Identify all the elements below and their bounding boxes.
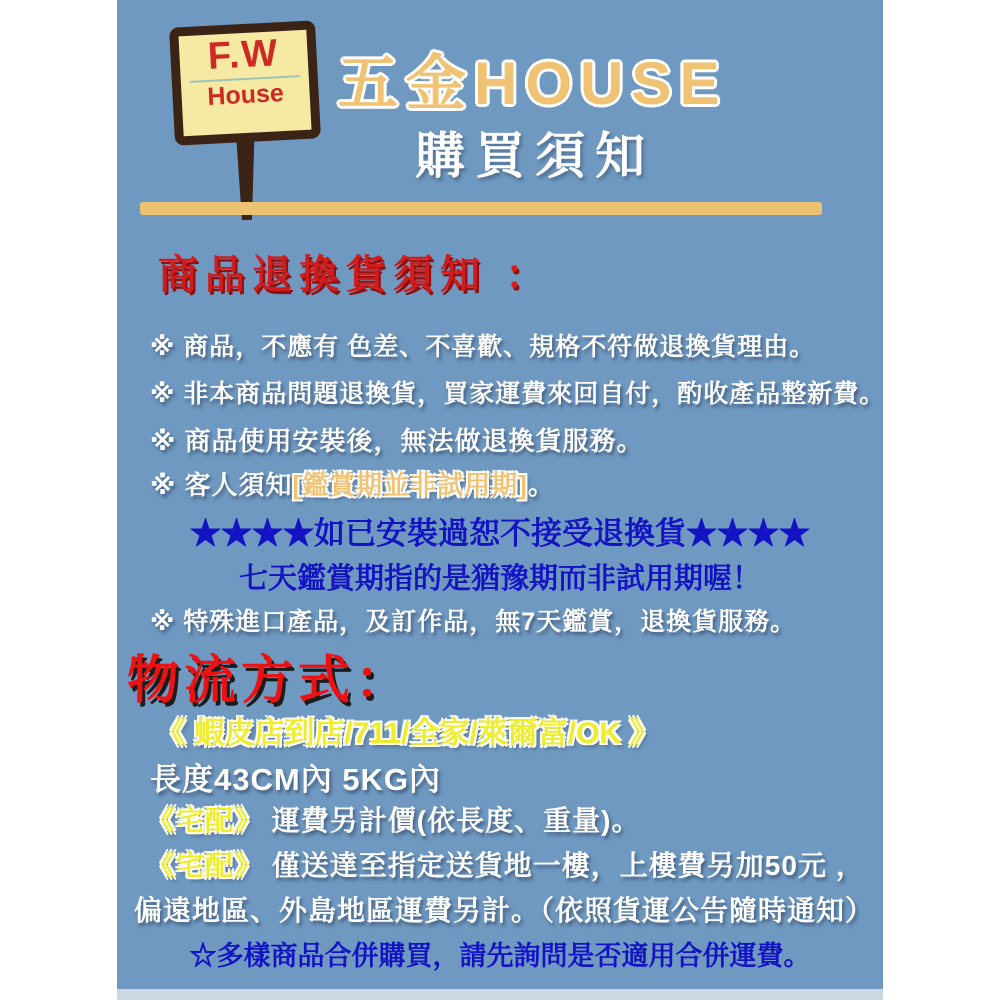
sign-board (169, 20, 321, 145)
home-delivery-text: 運費另計價(依長度、重量)。 (263, 805, 641, 836)
return-policy-item: ※ 非本商品問題退換貨，買家運費來回自付，酌收產品整新費。 (150, 380, 886, 408)
return-policy-item: ※ 商品使用安裝後，無法做退換貨服務。 (150, 426, 644, 456)
home-delivery-tag: 《宅配》 (147, 805, 264, 836)
sign-logo-text-top: F.W (206, 32, 281, 78)
page-title: 五金HOUSE (338, 50, 728, 117)
sign-logo-text-bottom: House (206, 78, 285, 111)
shipping-heading: 物流方式： (127, 652, 413, 710)
returns-heading: 商品退換貨須知 ： (158, 253, 553, 297)
home-delivery-text: 僅送達至指定送貨地一樓，上樓費另加50元 ， (263, 850, 865, 881)
size-weight-limit: 長度43CM內 5KG內 (150, 762, 442, 797)
appreciation-period-highlight: [鑑賞期並非試用期] (292, 470, 528, 500)
page-subtitle: 購買須知 (415, 128, 655, 184)
return-policy-item (150, 465, 555, 502)
installed-no-return-note: ★★★★如已安裝過恕不接受退換貨★★★★ (190, 516, 810, 551)
home-delivery-line (147, 844, 865, 884)
return-policy-item-suffix: 。 (527, 470, 555, 500)
home-delivery-tag: 《宅配》 (147, 850, 264, 881)
return-policy-item: ※ 商品，不應有 色差、不喜歡、規格不符做退換貨理由。 (150, 333, 816, 361)
return-policy-item: ※ 特殊進口產品，及訂作品，無7天鑑賞，退換貨服務。 (150, 608, 797, 636)
remote-area-note: 偏遠地區、外島地區運費另計。（依照貨運公告隨時通知） (134, 895, 875, 926)
store-pickup-options: 《 蝦皮店到店/711/全家/萊爾富/OK 》 (156, 717, 660, 750)
return-policy-item-prefix: ※ 客人須知 (150, 470, 293, 500)
bottom-edge-strip (117, 989, 883, 1000)
trial-period-note: 七天鑑賞期指的是猶豫期而非試用期喔！ (238, 563, 761, 595)
combine-shipping-note: ☆多樣商品合併購買，請先詢問是否適用合併運費。 (189, 941, 811, 971)
header-divider (140, 202, 822, 215)
fw-house-sign (168, 20, 338, 200)
home-delivery-line (147, 799, 640, 839)
